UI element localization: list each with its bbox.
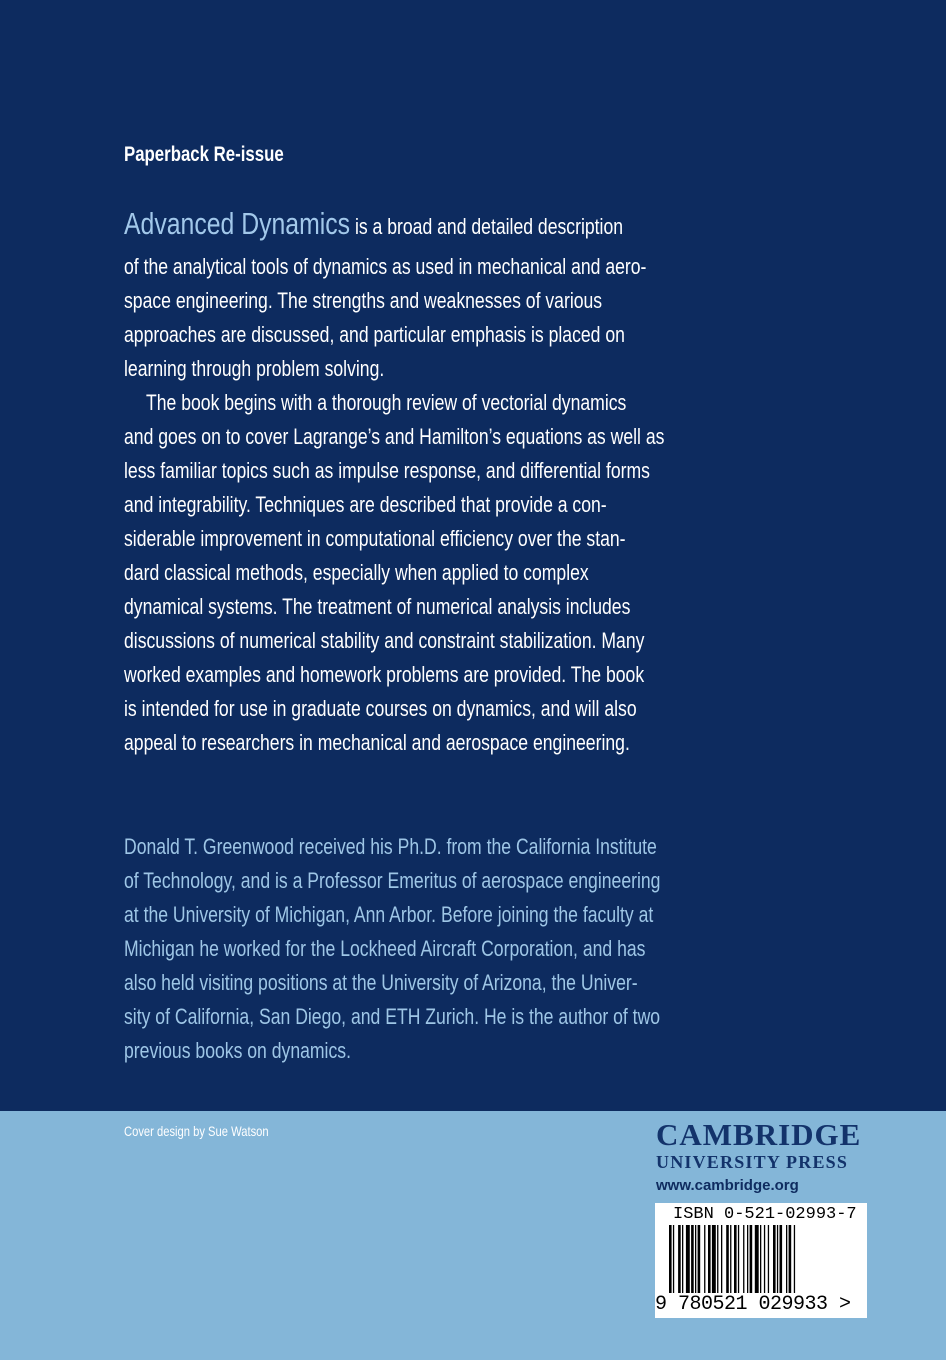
barcode-bars [669, 1225, 853, 1295]
description-line: appeal to researchers in mechanical and aerospace engineering. [124, 730, 630, 755]
edition-badge: Paperback Re-issue [124, 143, 284, 166]
barcode-digits: 9 780521 029933 > [655, 1293, 851, 1316]
barcode-bar [747, 1225, 748, 1293]
description-line: is intended for use in graduate courses on dynamics, and will also [124, 696, 637, 721]
bio-line: previous books on dynamics. [124, 1038, 351, 1063]
barcode-bar [726, 1225, 729, 1293]
bio-line: also held visiting positions at the University of Arizona, the Univer- [124, 970, 638, 995]
barcode-bar [789, 1225, 792, 1293]
description-line: worked examples and homework problems are provided. The book [124, 662, 645, 687]
description-line: of the analytical tools of dynamics as used in mechanical and aero- [124, 254, 647, 279]
description-first-line-rest: is a broad and detailed description [350, 214, 624, 239]
barcode-bar [712, 1225, 716, 1293]
barcode-bar [708, 1225, 711, 1293]
description-line: approaches are discussed, and particular emphasis is placed on [124, 322, 625, 347]
barcode-bar [764, 1225, 765, 1293]
cover-design-credit: Cover design by Sue Watson [124, 1123, 269, 1139]
description-line: discussions of numerical stability and constraint stabilization. Many [124, 628, 645, 653]
book-title: Advanced Dynamics [124, 206, 351, 241]
barcode-bar [673, 1225, 674, 1293]
barcode-bar [777, 1225, 778, 1293]
barcode-bar [768, 1225, 769, 1293]
description-line: The book begins with a thorough review of vectorial dynamics [146, 390, 627, 415]
barcode-bar [698, 1225, 701, 1293]
bio-line: Michigan he worked for the Lockheed Aircraft Corporation, and has [124, 936, 646, 961]
description-line: dard classical methods, especially when applied to complex [124, 560, 589, 585]
publisher-logo [656, 1118, 868, 1198]
barcode-bar [669, 1225, 672, 1293]
isbn-barcode [655, 1203, 867, 1318]
barcode-bar [686, 1225, 690, 1293]
description-line: space engineering. The strengths and weaknesses of various [124, 288, 603, 313]
barcode-bar [678, 1225, 681, 1293]
barcode-bar [682, 1225, 683, 1293]
description-first-line [124, 207, 748, 244]
barcode-bar [695, 1225, 696, 1293]
barcode-bar [773, 1225, 776, 1293]
description-line: and goes on to cover Lagrange’s and Hamilton’s equations as well as [124, 424, 665, 449]
description-line: dynamical systems. The treatment of numerical analysis includes [124, 594, 631, 619]
description-line: less familiar topics such as impulse response, and differential forms [124, 458, 650, 483]
bio-line: sity of California, San Diego, and ETH Zurich. He is the author of two [124, 1004, 661, 1029]
barcode-bar [755, 1225, 759, 1293]
publisher-website: www.cambridge.org [656, 1177, 799, 1194]
barcode-bar [750, 1225, 753, 1293]
barcode-bar [794, 1225, 795, 1293]
bio-line: of Technology, and is a Professor Emeritus of aerospace engineering [124, 868, 661, 893]
bio-line: at the University of Michigan, Ann Arbor. Before joining the faculty at [124, 902, 654, 927]
barcode-bar [721, 1225, 722, 1293]
barcode-bar [738, 1225, 739, 1293]
publisher-name: CAMBRIDGE [656, 1117, 862, 1152]
barcode-bar [786, 1225, 787, 1293]
description-line: siderable improvement in computational efficiency over the stan- [124, 526, 626, 551]
barcode-bar [704, 1225, 705, 1293]
bio-line: Donald T. Greenwood received his Ph.D. from the California Institute [124, 834, 657, 859]
publisher-subname: UNIVERSITY PRESS [656, 1152, 849, 1172]
barcode-bar [743, 1225, 744, 1293]
barcode-bar [780, 1225, 783, 1293]
description-line: learning through problem solving. [124, 356, 385, 381]
isbn-number: ISBN 0-521-02993-7 [673, 1205, 857, 1224]
description-line: and integrability. Techniques are described that provide a con- [124, 492, 607, 517]
barcode-bar [691, 1225, 694, 1293]
barcode-bar [760, 1225, 761, 1293]
barcode-bar [717, 1225, 718, 1293]
barcode-bar [730, 1225, 731, 1293]
barcode-bar [734, 1225, 737, 1293]
